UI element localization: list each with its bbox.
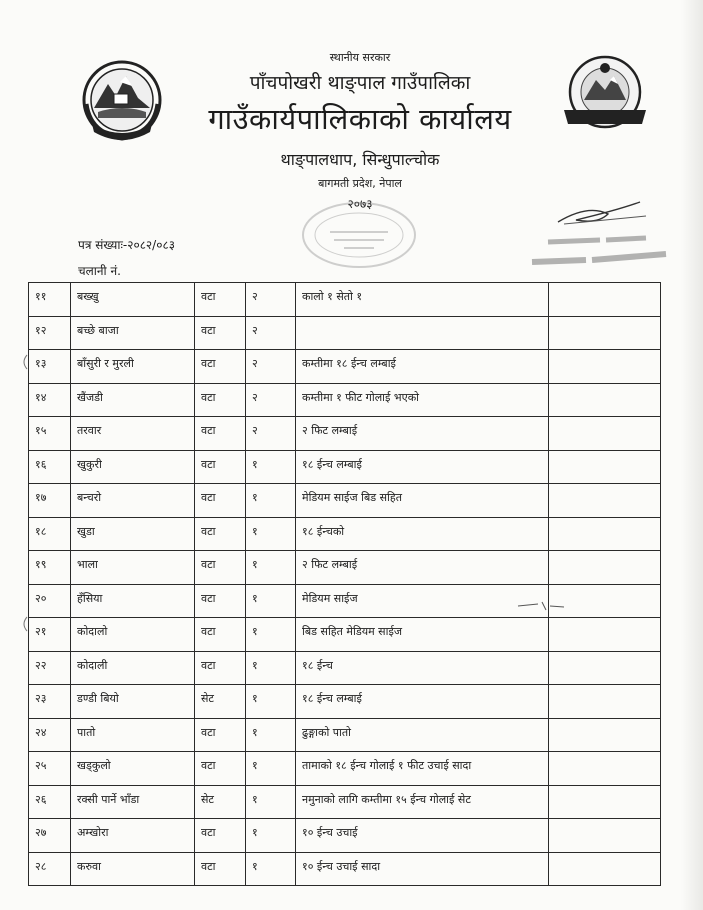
cell-item: बन्चरो [71, 484, 195, 518]
cell-unit: वटा [195, 819, 246, 853]
cell-sn: २८ [29, 852, 71, 886]
letter-number: पत्र संख्याः-२०८२/०८३ [78, 238, 175, 252]
scan-mark [516, 600, 566, 614]
cell-spec: तामाको १८ ईन्च गोलाई १ फीट उचाई सादा [296, 752, 549, 786]
cell-unit: वटा [195, 517, 246, 551]
cell-remarks [549, 685, 661, 719]
cell-unit: वटा [195, 618, 246, 652]
cell-item: खैंजडी [71, 383, 195, 417]
cell-qty: २ [246, 417, 296, 451]
table-row [29, 350, 661, 384]
page-edge-shadow [681, 0, 703, 910]
cell-sn: २१ [29, 618, 71, 652]
table-row [29, 517, 661, 551]
cell-qty: १ [246, 551, 296, 585]
table-row [29, 852, 661, 886]
cell-remarks [549, 752, 661, 786]
cell-sn: १९ [29, 551, 71, 585]
cell-remarks [549, 852, 661, 886]
cell-spec: १८ ईन्चको [296, 517, 549, 551]
cell-unit: वटा [195, 651, 246, 685]
cell-remarks [549, 785, 661, 819]
cell-unit: वटा [195, 383, 246, 417]
cell-item: रक्सी पार्ने भाँडा [71, 785, 195, 819]
municipality-logo [562, 54, 648, 134]
cell-sn: १४ [29, 383, 71, 417]
cell-spec: १८ ईन्च लम्बाई [296, 685, 549, 719]
table-row [29, 316, 661, 350]
table-row [29, 819, 661, 853]
margin-mark [20, 354, 28, 370]
cell-spec [296, 316, 549, 350]
cell-item: पातो [71, 718, 195, 752]
cell-spec: कम्तीमा १८ ईन्च लम्बाई [296, 350, 549, 384]
cell-unit: वटा [195, 718, 246, 752]
cell-remarks [549, 651, 661, 685]
cell-spec: १० ईन्च उचाई [296, 819, 549, 853]
cell-sn: २४ [29, 718, 71, 752]
table-row [29, 651, 661, 685]
cell-sn: १८ [29, 517, 71, 551]
cell-item: भाला [71, 551, 195, 585]
table-row [29, 752, 661, 786]
cell-qty: १ [246, 752, 296, 786]
cell-item: हँसिया [71, 584, 195, 618]
cell-spec: मेडियम साईज [296, 584, 549, 618]
cell-item: खुडा [71, 517, 195, 551]
cell-remarks [549, 551, 661, 585]
letterhead [150, 50, 570, 212]
cell-sn: २० [29, 584, 71, 618]
office-stamp [300, 200, 418, 270]
cell-spec: बिड सहित मेडियम साईज [296, 618, 549, 652]
cell-qty: १ [246, 484, 296, 518]
cell-spec: कम्तीमा १ फीट गोलाई भएको [296, 383, 549, 417]
cell-sn: २५ [29, 752, 71, 786]
cell-spec: ढुङ्गाको पातो [296, 718, 549, 752]
items-table [28, 282, 661, 886]
cell-qty: २ [246, 350, 296, 384]
cell-item: बाँसुरी र मुरली [71, 350, 195, 384]
cell-qty: १ [246, 718, 296, 752]
cell-item: बच्छे बाजा [71, 316, 195, 350]
cell-remarks [549, 718, 661, 752]
cell-remarks [549, 316, 661, 350]
cell-spec: १८ ईन्च [296, 651, 549, 685]
cell-unit: वटा [195, 316, 246, 350]
local-government-label: स्थानीय सरकार [329, 51, 391, 64]
cell-sn: १६ [29, 450, 71, 484]
cell-spec: १० ईन्च उचाई सादा [296, 852, 549, 886]
cell-item: बख्खु [71, 283, 195, 317]
table-row [29, 718, 661, 752]
table-row [29, 450, 661, 484]
cell-item: डण्डी बियो [71, 685, 195, 719]
cell-sn: १३ [29, 350, 71, 384]
cell-item: अम्खोरा [71, 819, 195, 853]
cell-sn: ११ [29, 283, 71, 317]
cell-qty: १ [246, 450, 296, 484]
year-line: २०७३ [347, 197, 373, 211]
cell-spec: कालो १ सेतो १ [296, 283, 549, 317]
cell-item: तरवार [71, 417, 195, 451]
cell-sn: २७ [29, 819, 71, 853]
cell-remarks [549, 283, 661, 317]
table-row [29, 785, 661, 819]
municipality-name: पाँचपोखरी थाङ्पाल गाउँपालिका [249, 72, 471, 94]
items-table-body [29, 283, 661, 886]
margin-mark [20, 616, 28, 632]
cell-remarks [549, 517, 661, 551]
cell-qty: १ [246, 785, 296, 819]
cell-unit: वटा [195, 283, 246, 317]
cell-unit: वटा [195, 551, 246, 585]
cell-qty: १ [246, 584, 296, 618]
table-row [29, 551, 661, 585]
table-row [29, 283, 661, 317]
cell-unit: वटा [195, 584, 246, 618]
cell-item: करुवा [71, 852, 195, 886]
cell-item: कोदाली [71, 651, 195, 685]
table-row [29, 618, 661, 652]
cell-spec: मेडियम साईज बिड सहित [296, 484, 549, 518]
cell-spec: २ फिट लम्बाई [296, 417, 549, 451]
cell-remarks [549, 819, 661, 853]
cell-qty: १ [246, 819, 296, 853]
cell-remarks [549, 618, 661, 652]
cell-unit: सेट [195, 785, 246, 819]
cell-unit: वटा [195, 350, 246, 384]
cell-item: खड्कुलो [71, 752, 195, 786]
dispatch-number: चलानी नं. [78, 264, 121, 278]
office-title: गाउँकार्यपालिकाको कार्यालय [208, 102, 512, 136]
cell-sn: २२ [29, 651, 71, 685]
cell-qty: २ [246, 283, 296, 317]
cell-qty: १ [246, 685, 296, 719]
cell-remarks [549, 484, 661, 518]
cell-item: खुकुरी [71, 450, 195, 484]
cell-unit: वटा [195, 852, 246, 886]
cell-unit: सेट [195, 685, 246, 719]
cell-spec: नमुनाको लागि कम्तीमा १५ ईन्च गोलाई सेट [296, 785, 549, 819]
cell-qty: १ [246, 852, 296, 886]
cell-unit: वटा [195, 450, 246, 484]
province-line: बागमती प्रदेश, नेपाल [318, 177, 402, 190]
table-row [29, 484, 661, 518]
cell-qty: २ [246, 383, 296, 417]
cell-remarks [549, 383, 661, 417]
cell-qty: १ [246, 618, 296, 652]
cell-qty: १ [246, 517, 296, 551]
table-row [29, 383, 661, 417]
cell-remarks [549, 450, 661, 484]
cell-spec: १८ ईन्च लम्बाई [296, 450, 549, 484]
cell-unit: वटा [195, 417, 246, 451]
table-row [29, 417, 661, 451]
cell-sn: १५ [29, 417, 71, 451]
cell-spec: २ फिट लम्बाई [296, 551, 549, 585]
cell-remarks [549, 350, 661, 384]
cell-remarks [549, 417, 661, 451]
cell-sn: २६ [29, 785, 71, 819]
cell-qty: १ [246, 651, 296, 685]
cell-sn: १२ [29, 316, 71, 350]
cell-qty: २ [246, 316, 296, 350]
cell-unit: वटा [195, 484, 246, 518]
officer-signature [528, 196, 688, 276]
cell-sn: १७ [29, 484, 71, 518]
cell-unit: वटा [195, 752, 246, 786]
office-address: थाङ्पालधाप, सिन्धुपाल्चोक [280, 150, 440, 169]
cell-sn: २३ [29, 685, 71, 719]
cell-item: कोदालो [71, 618, 195, 652]
table-row [29, 685, 661, 719]
